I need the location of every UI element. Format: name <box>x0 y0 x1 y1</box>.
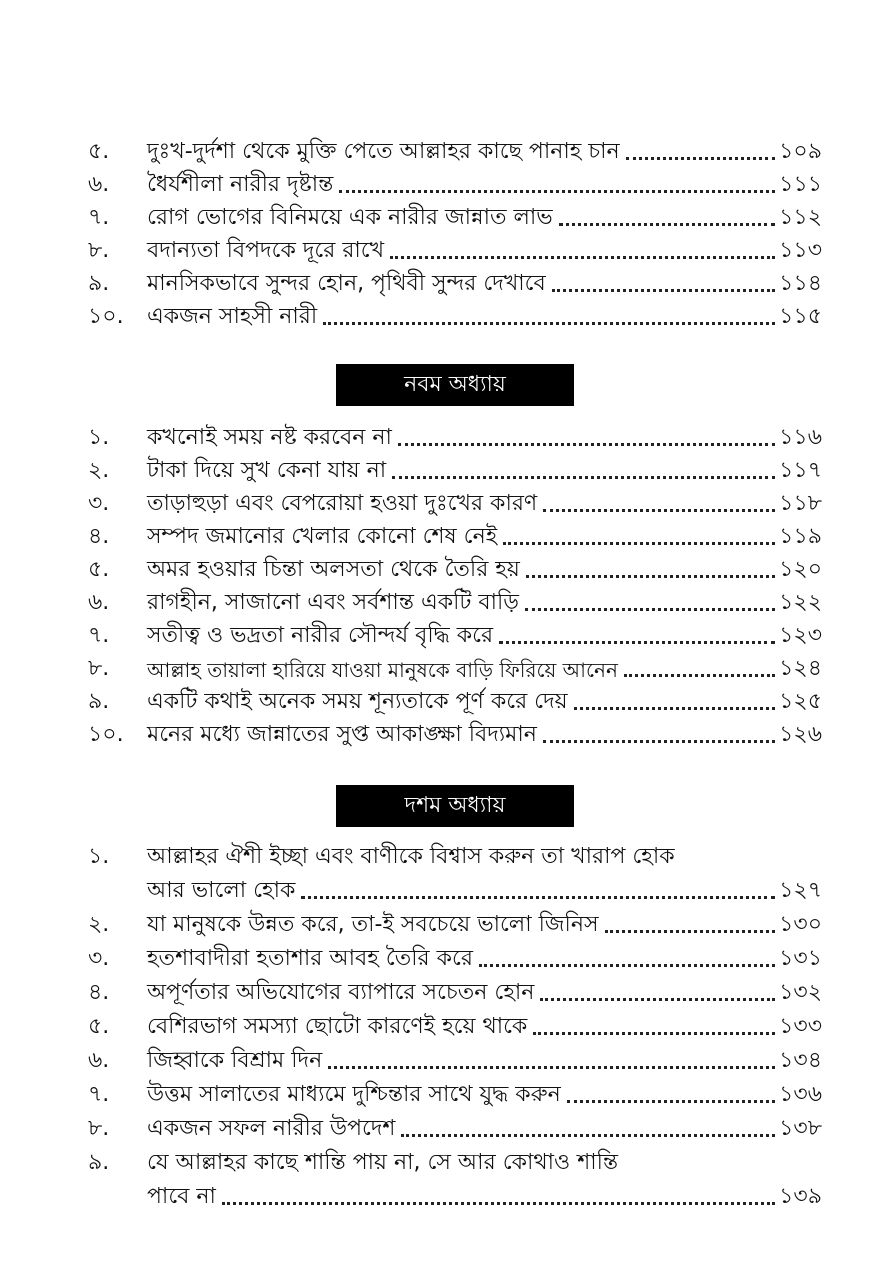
dot-leader <box>626 157 775 160</box>
entry-page: ১৩৬ <box>779 1081 822 1107</box>
entry-number: ৭. <box>88 622 110 648</box>
dot-leader <box>559 223 776 226</box>
toc-entry[interactable] <box>0 420 870 453</box>
entry-number: ৫. <box>88 556 110 582</box>
dot-leader <box>567 1100 775 1103</box>
toc-entry[interactable] <box>0 299 870 332</box>
toc-entry[interactable] <box>0 486 870 519</box>
entry-title: দুঃখ-দুর্দশা থেকে মুক্তি পেতে আল্লাহর কাছে পানাহ চান <box>147 138 620 164</box>
entry-title: রাগহীন, সাজানো এবং সর্বশান্ত একটি বাড়ি <box>147 589 519 615</box>
entry-number: ১০. <box>88 303 124 329</box>
dot-leader <box>323 322 775 325</box>
entry-page: ১১৫ <box>779 303 822 329</box>
entry-title: একজন সফল নারীর উপদেশ <box>147 1115 396 1141</box>
entry-number: ১০. <box>88 721 124 747</box>
entry-title: একটি কথাই অনেক সময় শূন্যতাকে পূর্ণ করে দেয় <box>147 688 568 714</box>
entry-title-line1: আল্লাহর ঐশী ইচ্ছা এবং বাণীকে বিশ্বাস করুন তা খারাপ হোক <box>147 843 675 869</box>
entry-page: ১৩৮ <box>779 1115 822 1141</box>
dot-leader <box>328 1066 775 1069</box>
toc-entry[interactable] <box>0 200 870 233</box>
entry-title: জিহ্বাকে বিশ্রাম দিন <box>147 1047 323 1073</box>
entry-number: ৫. <box>88 138 110 164</box>
entry-page: ১১৪ <box>779 270 822 296</box>
entry-title: সম্পদ জমানোর খেলার কোনো শেষ নেই <box>147 523 498 549</box>
toc-entry[interactable] <box>0 651 870 684</box>
entry-page: ১১১ <box>779 171 822 197</box>
dot-leader <box>533 1032 775 1035</box>
toc-entry[interactable] <box>0 453 870 486</box>
toc-entry[interactable] <box>0 519 870 552</box>
entry-number: ৪. <box>88 523 110 549</box>
toc-entry[interactable] <box>0 717 870 750</box>
entry-number: ১. <box>88 424 110 450</box>
entry-title-line1: যে আল্লাহর কাছে শান্তি পায় না, সে আর কোথাও শান্তি <box>147 1149 619 1175</box>
toc-entry[interactable] <box>0 585 870 618</box>
toc-entry[interactable] <box>0 167 870 200</box>
entry-number: ৮. <box>88 237 110 263</box>
entry-title: সতীত্ব ও ভদ্রতা নারীর সৌন্দর্য বৃদ্ধি করে <box>147 622 494 648</box>
entry-page: ১৩২ <box>779 979 822 1005</box>
dot-leader <box>543 509 775 512</box>
dot-leader <box>390 256 775 259</box>
toc-entry[interactable] <box>0 1110 870 1144</box>
entry-number: ৬. <box>88 171 110 197</box>
toc-entry[interactable] <box>0 1076 870 1110</box>
entry-page: ১১৭ <box>779 457 822 483</box>
entry-title-line2: পাবে না <box>147 1183 216 1209</box>
entry-number: ৮. <box>88 1115 110 1141</box>
toc-entry[interactable] <box>0 1008 870 1042</box>
entry-title: মনের মধ্যে জান্নাতের সুপ্ত আকাঙ্ক্ষা বিদ্যমান <box>147 721 537 747</box>
dot-leader <box>624 674 775 677</box>
chapter-heading-10: দশম অধ্যায় <box>336 785 574 827</box>
entry-page: ১২৩ <box>779 622 822 648</box>
toc-entry[interactable] <box>0 552 870 585</box>
dot-leader <box>574 707 776 710</box>
dot-leader <box>401 1134 775 1137</box>
entry-title: টাকা দিয়ে সুখ কেনা যায় না <box>147 457 387 483</box>
entry-number: ১. <box>88 843 110 869</box>
entry-title: হতশাবাদীরা হতাশার আবহ তৈরি করে <box>147 945 473 971</box>
entry-number: ৭. <box>88 1081 110 1107</box>
chapter-heading-9: নবম অধ্যায় <box>336 364 574 406</box>
entry-title-line2: আর ভালো হোক <box>147 877 296 903</box>
entry-page: ১৩৪ <box>779 1047 822 1073</box>
entry-title: বেশিরভাগ সমস্যা ছোটো কারণেই হয়ে থাকে <box>147 1013 528 1039</box>
entry-number: ৯. <box>88 1149 110 1175</box>
entry-number: ৫. <box>88 1013 110 1039</box>
entry-page: ১২৪ <box>779 655 822 681</box>
entry-title: উত্তম সালাতের মাধ্যমে দুশ্চিন্তার সাথে যুদ্ধ করুন <box>147 1081 561 1107</box>
dot-leader <box>543 740 775 743</box>
entry-title: কখনোই সময় নষ্ট করবেন না <box>147 424 392 450</box>
entry-title: ধৈর্যশীলা নারীর দৃষ্টান্ত <box>147 171 334 197</box>
toc-entry[interactable] <box>0 940 870 974</box>
entry-title: আল্লাহ তায়ালা হারিয়ে যাওয়া মানুষকে বাড়ি ফিরিয়ে আনেন <box>147 658 618 682</box>
toc-entry[interactable] <box>0 684 870 717</box>
dot-leader <box>499 641 775 644</box>
toc-entry[interactable] <box>0 266 870 299</box>
entry-number: ৯. <box>88 688 110 714</box>
toc-section-chapter-9 <box>0 420 870 750</box>
toc-entry[interactable] <box>0 974 870 1008</box>
entry-page: ১১৯ <box>779 523 822 549</box>
entry-page: ১২৬ <box>779 721 822 747</box>
entry-page: ১১২ <box>779 204 822 230</box>
entry-page: ১২৭ <box>779 877 822 903</box>
dot-leader <box>392 476 775 479</box>
entry-title: অপূর্ণতার অভিযোগের ব্যাপারে সচেতন হোন <box>147 979 535 1005</box>
entry-page: ১২০ <box>779 556 822 582</box>
entry-page: ১০৯ <box>779 138 822 164</box>
entry-number: ৩. <box>88 490 110 516</box>
toc-entry[interactable] <box>0 233 870 266</box>
entry-number: ৪. <box>88 979 110 1005</box>
entry-page: ১৩১ <box>779 945 822 971</box>
entry-page: ১১৮ <box>779 490 822 516</box>
entry-page: ১৩৩ <box>779 1013 822 1039</box>
dot-leader <box>605 930 776 933</box>
toc-entry[interactable] <box>0 906 870 940</box>
entry-number: ৬. <box>88 589 110 615</box>
entry-page: ১২৫ <box>779 688 822 714</box>
toc-entry-continuation[interactable] <box>0 1178 870 1212</box>
dot-leader <box>301 896 775 899</box>
entry-page: ১৩৯ <box>779 1183 822 1209</box>
dot-leader <box>552 289 775 292</box>
entry-title: রোগ ভোগের বিনিময়ে এক নারীর জান্নাত লাভ <box>147 204 553 230</box>
entry-number: ৩. <box>88 945 110 971</box>
toc-section-chapter-10 <box>0 838 870 1212</box>
dot-leader <box>479 964 775 967</box>
toc-entry[interactable] <box>0 134 870 167</box>
dot-leader <box>398 443 775 446</box>
toc-entry[interactable] <box>0 838 870 872</box>
dot-leader <box>222 1202 775 1205</box>
entry-number: ৮. <box>88 655 110 681</box>
toc-entry[interactable] <box>0 1042 870 1076</box>
toc-entry-continuation[interactable] <box>0 872 870 906</box>
entry-number: ২. <box>88 457 110 483</box>
toc-section-previous <box>0 134 870 332</box>
dot-leader <box>540 998 775 1001</box>
entry-page: ১২২ <box>779 589 822 615</box>
dot-leader <box>503 542 775 545</box>
entry-title: অমর হওয়ার চিন্তা অলসতা থেকে তৈরি হয় <box>147 556 520 582</box>
entry-page: ১৩০ <box>779 911 822 937</box>
entry-number: ২. <box>88 911 110 937</box>
dot-leader <box>526 575 775 578</box>
entry-number: ৭. <box>88 204 110 230</box>
toc-entry[interactable] <box>0 618 870 651</box>
entry-title: বদান্যতা বিপদকে দূরে রাখে <box>147 237 385 263</box>
entry-page: ১১৬ <box>779 424 822 450</box>
dot-leader <box>525 608 775 611</box>
entry-title: তাড়াহুড়া এবং বেপরোয়া হওয়া দুঃখের কারণ <box>147 490 538 516</box>
entry-number: ৯. <box>88 270 110 296</box>
entry-title: একজন সাহসী নারী <box>147 303 318 329</box>
dot-leader <box>339 190 775 193</box>
entry-title: যা মানুষকে উন্নত করে, তা-ই সবচেয়ে ভালো জিনিস <box>147 911 599 937</box>
entry-title: মানসিকভাবে সুন্দর হোন, পৃথিবী সুন্দর দেখাবে <box>147 270 546 296</box>
toc-entry[interactable] <box>0 1144 870 1178</box>
entry-page: ১১৩ <box>779 237 822 263</box>
entry-number: ৬. <box>88 1047 110 1073</box>
